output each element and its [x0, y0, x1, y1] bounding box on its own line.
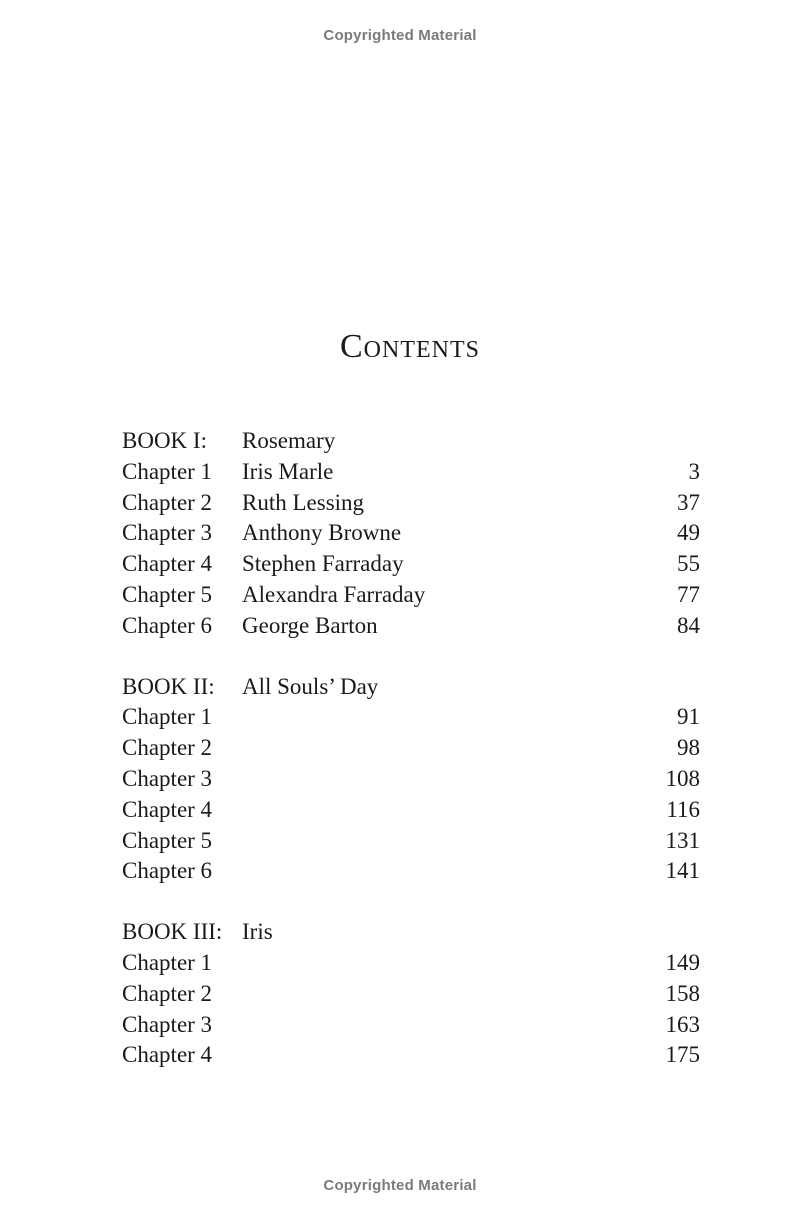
- chapter-label: Chapter 3: [122, 520, 213, 546]
- chapter-entry: [122, 702, 700, 733]
- copyright-watermark-bottom: Copyrighted Material: [323, 1177, 477, 1194]
- book-heading: [122, 672, 700, 703]
- chapter-title: [242, 1010, 620, 1041]
- chapter-page-number: 91: [677, 704, 700, 730]
- chapter-page-number: 163: [665, 1011, 700, 1037]
- table-of-contents: [122, 426, 700, 1101]
- chapter-entry: [122, 733, 700, 764]
- chapter-page-number: 175: [665, 1042, 700, 1068]
- chapter-entry: [122, 764, 700, 795]
- chapter-title: [242, 1040, 620, 1071]
- chapter-title: [242, 733, 620, 764]
- book-label: BOOK II:: [122, 673, 215, 699]
- chapter-page-number: 55: [677, 551, 700, 577]
- chapter-page-number: 49: [677, 520, 700, 546]
- chapter-title: [242, 856, 620, 887]
- book-label: BOOK III:: [122, 919, 223, 945]
- chapter-title: Anthony Browne: [242, 520, 402, 546]
- chapter-entry: [122, 518, 700, 549]
- book-section: [122, 917, 700, 1071]
- chapter-label: Chapter 1: [122, 949, 213, 975]
- chapter-entry: [122, 795, 700, 826]
- chapter-entry: [122, 580, 700, 611]
- chapter-page-number: 149: [665, 949, 700, 975]
- chapter-title: Iris Marle: [242, 458, 334, 484]
- copyright-watermark-top: Copyrighted Material: [323, 27, 477, 44]
- chapter-title: [242, 764, 620, 795]
- chapter-label: Chapter 4: [122, 551, 213, 577]
- chapter-title: Ruth Lessing: [242, 489, 365, 515]
- chapter-title: Stephen Farraday: [242, 551, 404, 577]
- chapter-title: George Barton: [242, 612, 378, 638]
- chapter-label: Chapter 5: [122, 581, 213, 607]
- chapter-label: Chapter 1: [122, 704, 213, 730]
- chapter-page-number: 131: [665, 827, 700, 853]
- page-title: Contents: [339, 328, 480, 365]
- chapter-page-number: 141: [665, 858, 700, 884]
- chapter-label: Chapter 4: [122, 1042, 213, 1068]
- chapter-page-number: 3: [688, 458, 700, 484]
- chapter-title: [242, 826, 620, 857]
- book-heading: [122, 426, 700, 457]
- book-title: Iris: [242, 919, 273, 945]
- chapter-label: Chapter 2: [122, 489, 213, 515]
- chapter-label: Chapter 1: [122, 458, 213, 484]
- chapter-entry: [122, 549, 700, 580]
- chapter-label: Chapter 5: [122, 827, 213, 853]
- chapter-label: Chapter 4: [122, 796, 213, 822]
- chapter-label: Chapter 3: [122, 1011, 213, 1037]
- chapter-label: Chapter 2: [122, 980, 213, 1006]
- book-section: [122, 426, 700, 642]
- chapter-title: [242, 979, 620, 1010]
- chapter-page-number: 98: [677, 735, 700, 761]
- chapter-label: Chapter 2: [122, 735, 213, 761]
- book-section: [122, 672, 700, 888]
- book-heading: [122, 917, 700, 948]
- chapter-entry: [122, 611, 700, 642]
- chapter-entry: [122, 488, 700, 519]
- chapter-page-number: 158: [665, 980, 700, 1006]
- chapter-entry: [122, 948, 700, 979]
- chapter-label: Chapter 6: [122, 858, 213, 884]
- chapter-entry: [122, 457, 700, 488]
- chapter-entry: [122, 1010, 700, 1041]
- book-title: All Souls’ Day: [242, 673, 379, 699]
- chapter-page-number: 77: [677, 581, 700, 607]
- chapter-title: [242, 795, 620, 826]
- chapter-title: [242, 948, 620, 979]
- chapter-entry: [122, 979, 700, 1010]
- book-label: BOOK I:: [122, 428, 207, 453]
- chapter-page-number: 37: [677, 489, 700, 515]
- chapter-page-number: 84: [677, 612, 700, 638]
- chapter-title: Alexandra Farraday: [242, 581, 426, 607]
- book-title: Rosemary: [242, 428, 336, 453]
- chapter-title: [242, 702, 620, 733]
- chapter-entry: [122, 1040, 700, 1071]
- chapter-page-number: 116: [666, 796, 700, 822]
- chapter-entry: [122, 826, 700, 857]
- chapter-label: Chapter 6: [122, 612, 213, 638]
- chapter-page-number: 108: [665, 765, 700, 791]
- chapter-entry: [122, 856, 700, 887]
- chapter-label: Chapter 3: [122, 765, 213, 791]
